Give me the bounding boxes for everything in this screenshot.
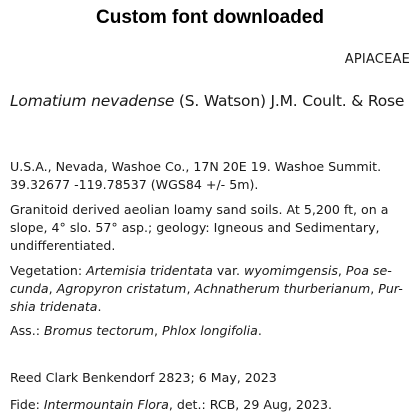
period: . [257,323,262,338]
species-name: Pur- [378,281,403,296]
separator: , [186,281,195,296]
species-name: Achnatherum thurberianum [194,281,371,296]
separator: , [48,281,57,296]
species-name: Poa se- [345,263,392,278]
locality-line-2: 39.32677 -119.78537 (WGS84 +/- 5m). [10,177,259,192]
taxon-line [10,92,404,110]
vegetation-line-3 [10,298,412,316]
determination-details: , det.: RCB, 29 Aug, 2023. [168,397,332,412]
species-name: Agropyron cristatum [56,281,187,296]
period: . [97,299,102,314]
vegetation-line-2 [10,280,412,298]
vegetation-line-1 [10,262,412,280]
species-name: wyomimgensis [244,263,338,278]
taxon-name: Lomatium nevadense [10,92,175,110]
locality-line-1: U.S.A., Nevada, Washoe Co., 17N 20E 19. Washoe Summit. [10,159,382,174]
species-name: Bromus tectorum [44,323,155,338]
separator: , [337,263,346,278]
vegetation-paragraph [10,262,412,316]
vegetation-label: Vegetation: [10,263,87,278]
species-name: cunda [10,281,49,296]
species-name: Artemisia tridentata [86,263,213,278]
fide-label: Fide: [10,397,44,412]
page-title: Custom font downloaded [96,7,324,28]
family-name: APIACEAE [344,52,410,67]
habitat-paragraph [10,201,412,255]
habitat-line-1: Granitoid derived aeolian loamy sand soils. At 5,200 ft, on a [10,202,389,217]
species-name: Phlox longifolia [162,323,258,338]
determination-line [10,396,412,414]
habitat-line-2: slope, 4° slo. 57° asp.; geology: Igneous and Sedimentary, [10,220,380,235]
associates-label: Ass.: [10,323,44,338]
locality-paragraph [10,158,412,194]
fide-source: Intermountain Flora [43,397,169,412]
taxon-authority: (S. Watson) J.M. Coult. & Rose [174,92,405,110]
collector-line: Reed Clark Benkendorf 2823; 6 May, 2023 [10,370,277,385]
habitat-line-3: undifferentiated. [10,238,116,253]
separator: , [154,323,163,338]
associates-paragraph [10,322,412,340]
species-name: shia tridenata [10,299,98,314]
rank-text: var. [212,263,245,278]
separator: , [370,281,379,296]
